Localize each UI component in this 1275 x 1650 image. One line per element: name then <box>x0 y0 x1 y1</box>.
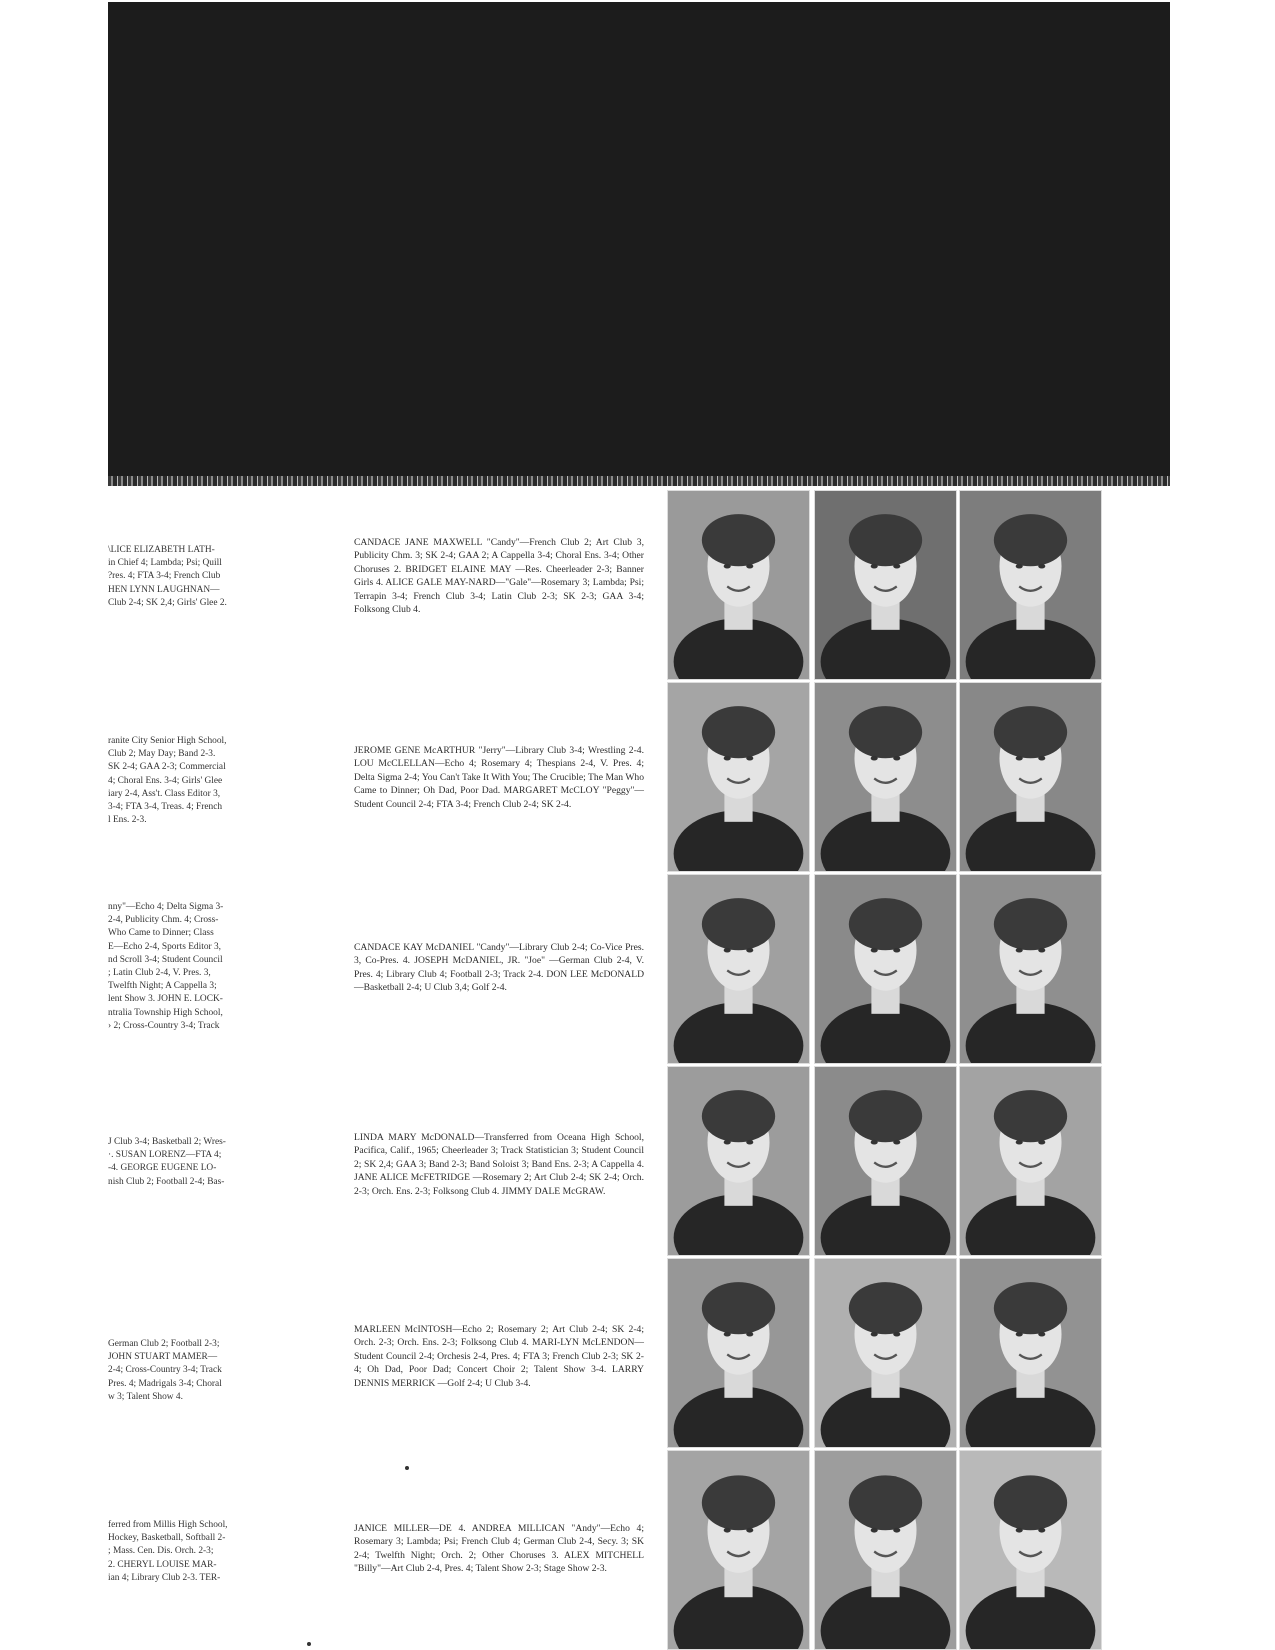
text-line: nish Club 2; Football 2-4; Bas- <box>108 1176 225 1187</box>
text-line: ntralia Township High School, <box>108 1007 223 1018</box>
left-column-block-2 <box>108 735 250 827</box>
caption-row-4: LINDA MARY McDONALD—Transferred from Oceana High School, Pacifica, Calif., 1965; Cheerleader 3; Track Statistician 3; Student Council 2; SK 2,4; GAA 3; Band 2-3; Band Soloist 3; Band Ens. 2-3; A Cappella 4. JANE ALICE McFETRIDGE —Rosemary 2; Art Club 2-4; SK 2-4; Orch. 2-3; Orch. Ens. 2-3; Folksong Club 4. JIMMY DALE McGRAW. <box>354 1132 644 1197</box>
portrait-mccloy <box>959 682 1102 872</box>
left-column-block-6 <box>108 1519 250 1585</box>
text-line: l Ens. 2-3. <box>108 815 147 826</box>
text-line: J Club 3-4; Basketball 2; Wres- <box>108 1137 226 1147</box>
text-line: ; Latin Club 2-4, V. Pres. 3, <box>108 968 211 979</box>
band-edge-texture <box>108 476 1170 486</box>
text-line: ; Mass. Cen. Dis. Orch. 2-3; <box>108 1546 214 1557</box>
portrait-millican <box>814 1450 957 1650</box>
portrait-maxwell <box>667 490 810 680</box>
caption-row-6: JANICE MILLER—DE 4. ANDREA MILLICAN "Andy"—Echo 4; Rosemary 3; Lambda; Psi; French Club 4; German Club 2-4, Secy. 3; SK 2-4; Twelfth Night; Orch. 2; Other Choruses 3. ALEX MITCHELL "Billy"—Art Club 2-4, Pres. 4; Talent Show 2-3; Stage Show 2-3. <box>354 1523 644 1575</box>
portrait-mcdonald-linda <box>667 1066 810 1256</box>
portrait-mcgraw <box>959 1066 1102 1256</box>
text-line: HEN LYNN LAUGHNAN— <box>108 584 220 595</box>
caption-row-5: MARLEEN McINTOSH—Echo 2; Rosemary 2; Art Club 2-4; SK 2-4; Orch. 2-3; Orch. Ens. 2-3; Folksong Club 4. MARI-LYN McLENDON—Student Council 2-4; Orchesis 2-4, Pres. 4; FTA 3; French Club 2-3; SK 2-4; Oh Dad, Poor Dad; Concert Choir 2; Talent Show 3-4. LARRY DENNIS MERRICK —Golf 2-4; U Club 3-4. <box>354 1324 644 1389</box>
caption-row-1: CANDACE JANE MAXWELL "Candy"—French Club 2; Art Club 3, Publicity Chm. 3; SK 2-4; GAA 2; A Cappella 3-4; Choral Ens. 3-4; Other Choruses 2. BRIDGET ELAINE MAY —Res. Cheerleader 2-3; Banner Girls 4. ALICE GALE MAY-NARD—"Gale"—Rosemary 3; Lambda; Psi; Terrapin 3-4; French Club 3-4; Latin Club 2-3; SK 2-3; GAA 3-4; Folksong Club 4. <box>354 537 644 616</box>
text-line: 3-4; FTA 3-4, Treas. 4; French <box>108 802 223 813</box>
text-line: Pres. 4; Madrigals 3-4; Choral <box>108 1378 222 1389</box>
text-line: 4; Choral Ens. 3-4; Girls' Glee <box>108 775 223 786</box>
text-line: \LICE ELIZABETH LATH- <box>108 545 215 555</box>
portrait-maynard <box>959 490 1102 680</box>
text-line: -4. GEORGE EUGENE LO- <box>108 1163 217 1174</box>
text-line: Who Came to Dinner; Class <box>108 928 214 939</box>
left-column-block-3 <box>108 901 250 1033</box>
text-line: Club 2-4; SK 2,4; Girls' Glee 2. <box>108 597 227 608</box>
portrait-mcintosh <box>667 1258 810 1448</box>
portrait-mclendon <box>814 1258 957 1448</box>
text-line: w 3; Talent Show 4. <box>108 1391 183 1402</box>
text-line: E—Echo 2-4, Sports Editor 3, <box>108 941 222 952</box>
portrait-j-mcdaniel <box>814 874 957 1064</box>
text-line: iary 2-4, Ass't. Class Editor 3, <box>108 788 221 799</box>
portrait-mcdonald-don <box>959 874 1102 1064</box>
portrait-merrick <box>959 1258 1102 1448</box>
text-line: ian 4; Library Club 2-3. TER- <box>108 1572 221 1583</box>
text-line: ranite City Senior High School, <box>108 736 227 746</box>
caption-row-2: JEROME GENE McARTHUR "Jerry"—Library Club 3-4; Wrestling 2-4. LOU McCLELLAN—Echo 4; Rosemary 4; Thespians 2-4, V. Pres. 4; Delta Sigma 2-4; You Can't Take It With You; The Crucible; The Man Who Came to Dinner; Oh Dad, Poor Dad. MARGARET McCLOY "Peggy"—Student Council 2-4; FTA 3-4; French Club 2-4; SK 2-4. <box>354 745 644 810</box>
caption-row-3: CANDACE KAY McDANIEL "Candy"—Library Club 2-4; Co-Vice Pres. 3, Co-Pres. 4. JOSEPH McDANIEL, JR. "Joe" —German Club 2-4, V. Pres. 4; Library Club 4; Football 2-3; Track 2-4. DON LEE McDONALD—Basketball 2-4; U Club 3,4; Golf 2-4. <box>354 942 644 994</box>
text-line: nd Scroll 3-4; Student Council <box>108 954 223 965</box>
text-line: ?res. 4; FTA 3-4; French Club <box>108 571 221 582</box>
text-line: Hockey, Basketball, Softball 2- <box>108 1533 226 1544</box>
portrait-mcclellan <box>814 682 957 872</box>
redacted-black-band <box>108 2 1170 486</box>
text-line: 2-4; Cross-Country 3-4; Track <box>108 1365 222 1376</box>
text-line: lent Show 3. JOHN E. LOCK- <box>108 994 223 1005</box>
left-column-block-5 <box>108 1338 250 1404</box>
portrait-mcarthur <box>667 682 810 872</box>
text-line: Twelfth Night; A Cappella 3; <box>108 981 217 992</box>
portrait-mcfetridge <box>814 1066 957 1256</box>
print-speck <box>405 1466 409 1470</box>
text-line: ·. SUSAN LORENZ—FTA 4; <box>108 1150 222 1161</box>
portrait-c-mcdaniel <box>667 874 810 1064</box>
portrait-j-miller <box>667 1450 810 1650</box>
text-line: German Club 2; Football 2-3; <box>108 1339 220 1349</box>
text-line: Club 2; May Day; Band 2-3. <box>108 749 216 760</box>
text-line: ferred from Millis High School, <box>108 1520 228 1530</box>
text-line: in Chief 4; Lambda; Psi; Quill <box>108 558 222 569</box>
text-line: JOHN STUART MAMER— <box>108 1352 218 1363</box>
portrait-may <box>814 490 957 680</box>
text-line: 2. CHERYL LOUISE MAR- <box>108 1559 217 1570</box>
left-column-block-1 <box>108 544 250 610</box>
text-line: 2-4, Publicity Chm. 4; Cross- <box>108 915 219 926</box>
text-line: SK 2-4; GAA 2-3; Commercial <box>108 762 226 773</box>
left-column-block-4 <box>108 1136 250 1189</box>
print-speck <box>307 1642 311 1646</box>
text-line: › 2; Cross-Country 3-4; Track <box>108 1020 220 1031</box>
portrait-mitchell <box>959 1450 1102 1650</box>
text-line: nny"—Echo 4; Delta Sigma 3- <box>108 902 224 912</box>
